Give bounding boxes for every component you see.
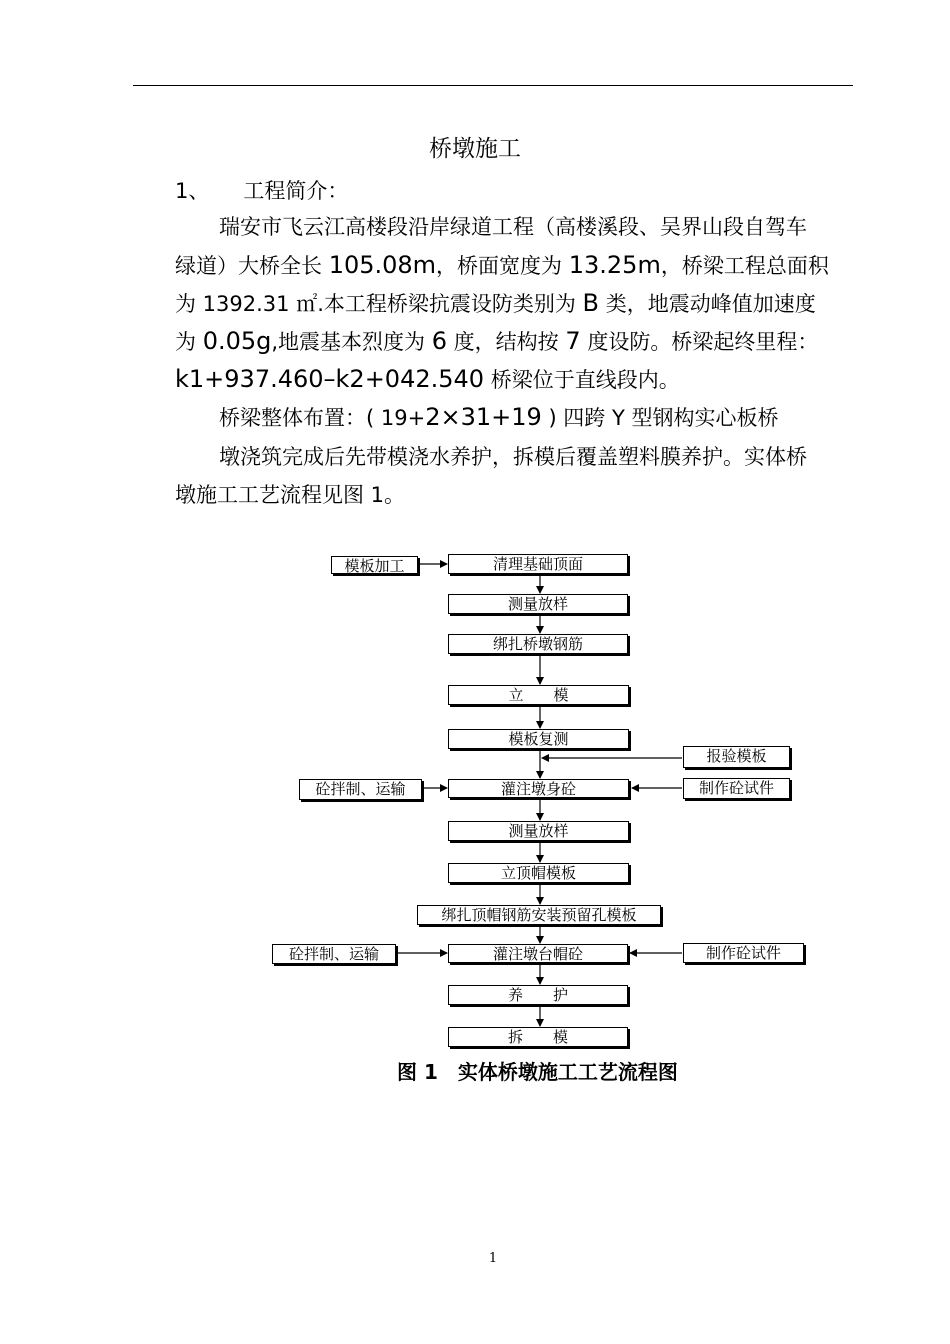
step-survey-setout-2: 测量放样 (448, 821, 629, 841)
input-formwork-processing: 模板加工 (331, 556, 418, 574)
input-concrete-mixing-2: 砼拌制、运输 (272, 944, 396, 964)
input-concrete-mixing-1: 砼拌制、运输 (299, 779, 422, 800)
step-clean-foundation: 清理基础顶面 (448, 554, 628, 574)
intro-text: 为 (175, 330, 203, 354)
step-cap-formwork: 立顶帽模板 (448, 863, 629, 883)
step-cap-rebar-and-hole-forms: 绑扎顶帽钢筋安装预留孔模板 (417, 905, 661, 925)
intro-text: 类，地震动峰值加速度 (599, 292, 816, 316)
seismic-class: B (582, 289, 600, 317)
figure-caption: 图 1 实体桥墩施工工艺流程图 (397, 1060, 678, 1084)
intro-text: ，桥梁工程总面积 (660, 254, 829, 278)
step-tie-pier-rebar: 绑扎桥墩钢筋 (448, 634, 628, 654)
design-intensity: 7 (565, 327, 581, 355)
curing-line-1: 墩浇筑完成后先带模浇水养护，拆模后覆盖塑料膜养护。实体桥 (219, 445, 807, 469)
layout-text: ) 四跨 Y 型钢构实心板桥 (541, 406, 779, 430)
input-test-specimen-2: 制作砼试件 (683, 943, 804, 963)
layout-text: 桥梁整体布置：( 19+ (219, 406, 426, 430)
curing-line-2: 墩施工工艺流程见图 1。 (175, 483, 406, 507)
step-formwork-recheck: 模板复测 (448, 729, 629, 749)
step-pour-cap-concrete: 灌注墩台帽砼 (448, 944, 628, 963)
intro-text: 度，结构按 (447, 330, 566, 354)
step-erect-formwork: 立 模 (448, 685, 629, 705)
page-number: 1 (488, 1251, 498, 1266)
deck-width: 13.25m (568, 251, 661, 279)
span-arrangement: 2×31+19 (425, 403, 542, 431)
intro-text: ,地震基本烈度为 (271, 330, 432, 354)
intro-text: 桥梁位于直线段内。 (484, 368, 680, 392)
intro-text: 为 1392.31 ㎡.本工程桥梁抗震设防类别为 (175, 292, 583, 316)
step-remove-formwork: 拆 模 (448, 1027, 628, 1047)
intro-text: 度设防。桥梁起终里程： (580, 330, 819, 354)
page-title: 桥墩施工 (429, 136, 521, 162)
chainage-range: k1+937.460–k2+042.540 (175, 365, 485, 393)
basic-intensity: 6 (431, 327, 447, 355)
input-test-specimen-1: 制作砼试件 (683, 778, 790, 799)
bridge-length: 105.08m (328, 251, 437, 279)
input-inspect-formwork: 报验模板 (683, 746, 790, 768)
intro-text: ，桥面宽度为 (436, 254, 569, 278)
intro-text: 绿道）大桥全长 (175, 254, 329, 278)
peak-acceleration: 0.05g (202, 327, 272, 355)
intro-line-1: 瑞安市飞云江高楼段沿岸绿道工程（高楼溪段、吴界山段自驾车 (219, 215, 807, 239)
step-pour-pier-concrete: 灌注墩身砼 (448, 779, 629, 798)
section-number: 1、 (175, 179, 210, 203)
step-curing: 养 护 (448, 985, 628, 1005)
step-survey-setout: 测量放样 (448, 594, 628, 614)
section-title: 工程简介： (243, 179, 349, 203)
